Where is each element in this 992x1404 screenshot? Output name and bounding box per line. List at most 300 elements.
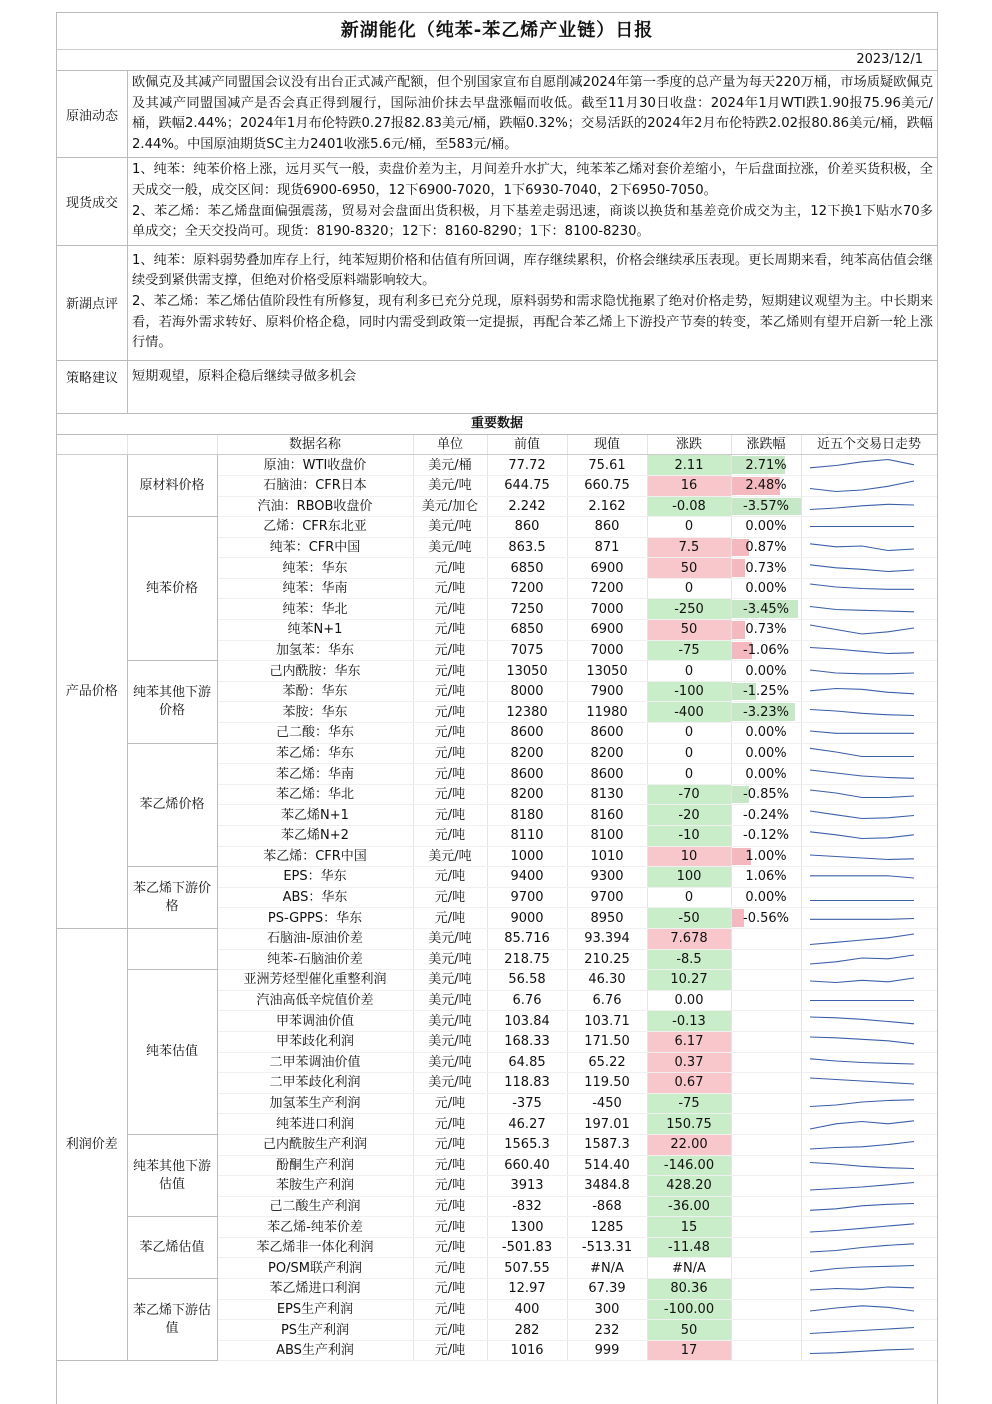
cell-unit: 美元/桶 [413,455,487,476]
cell-trend [801,578,937,599]
trend-line [810,1059,914,1064]
header-cur: 现值 [567,435,647,455]
cell-unit: 元/吨 [413,1155,487,1176]
trend-sparkline [802,888,922,907]
cell-unit: 美元/吨 [413,517,487,538]
cell-cur: 300 [567,1299,647,1320]
pct-value: 0.73% [745,622,787,638]
trend-sparkline [802,867,922,886]
pct-value: 0.87% [745,539,787,555]
cell-prev: 46.27 [487,1114,567,1135]
cell-pct [731,784,801,805]
cell-pct [731,702,801,723]
cell-name: 苯乙烯：CFR中国 [217,846,413,867]
cell-prev: 7075 [487,640,567,661]
trend-line [810,606,914,611]
subgroup-label: 苯乙烯下游估值 [127,1279,217,1361]
trend-sparkline [802,929,922,948]
group-label: 产品价格 [57,455,127,929]
cell-name: 石脑油：CFR日本 [217,475,413,496]
table-row [57,455,937,476]
cell-name: 纯苯：华东 [217,558,413,579]
cell-pct [731,475,801,496]
cell-change: 2.11 [647,455,731,476]
trend-line [810,1327,914,1333]
cell-trend [801,867,937,888]
cell-pct [731,661,801,682]
cell-trend [801,784,937,805]
subgroup-label: 苯乙烯下游价格 [127,867,217,929]
cell-trend [801,908,937,929]
table-row [57,517,937,538]
cell-name: 苯乙烯：华南 [217,764,413,785]
trend-line [810,1306,914,1311]
cell-pct [731,1114,801,1135]
cell-name: 己二酸生产利润 [217,1196,413,1217]
cell-name: 己内酰胺生产利润 [217,1134,413,1155]
cell-trend [801,1093,937,1114]
cell-change: 0.00 [647,990,731,1011]
cell-trend [801,475,937,496]
cell-trend [801,620,937,641]
trend-line [810,832,914,839]
section-label: 新湖点评 [57,246,128,360]
cell-trend [801,764,937,785]
cell-cur: 93.394 [567,928,647,949]
cell-prev: 3913 [487,1176,567,1197]
trend-sparkline [802,600,922,619]
paragraph: 1、纯苯：原料弱势叠加库存上行，纯苯短期价格和估值有所回调，库存继续累积，价格会继续承压表现。更长周期来看，纯苯高估值会继续受到紧供需支撑，但绝对价格受原料端影响较大。 [132,252,933,289]
cell-trend [801,455,937,476]
trend-sparkline [802,620,922,639]
cell-trend [801,1340,937,1361]
cell-name: EPS生产利润 [217,1299,413,1320]
cell-change: 10 [647,846,731,867]
paragraph: 短期观望，原料企稳后继续寻做多机会 [132,368,357,384]
paragraph: 2、苯乙烯：苯乙烯估值阶段性有所修复，现有利多已充分兑现，原料弱势和需求隐忧拖累了绝对价格走势，短期建议观望为主。中长期来看，若海外需求转好、原料价格企稳，同时内需受到政策一定提振，再配合苯乙烯上下游投产节奏的转变，苯乙烯则有望开启新一轮上涨行情。 [132,293,933,351]
cell-unit: 美元/吨 [413,1011,487,1032]
cell-change: 50 [647,558,731,579]
cell-unit: 元/吨 [413,599,487,620]
cell-pct [731,949,801,970]
cell-change: 0 [647,661,731,682]
cell-prev: 6850 [487,620,567,641]
cell-pct [731,455,801,476]
cell-unit: 元/吨 [413,640,487,661]
subgroup-label: 苯乙烯价格 [127,743,217,867]
pct-value: 2.71% [745,457,787,473]
cell-unit: 元/吨 [413,1217,487,1238]
cell-name: 酚酮生产利润 [217,1155,413,1176]
cell-change: 6.17 [647,1031,731,1052]
table-row [57,743,937,764]
table-row [57,1134,937,1155]
cell-pct [731,826,801,847]
cell-pct [731,681,801,702]
cell-change: 7.5 [647,537,731,558]
cell-unit: 元/吨 [413,743,487,764]
cell-pct [731,1237,801,1258]
cell-cur: 13050 [567,661,647,682]
cell-pct [731,1299,801,1320]
cell-cur: 871 [567,537,647,558]
cell-cur: 9700 [567,887,647,908]
cell-pct [731,1134,801,1155]
trend-line [810,955,914,964]
cell-change: -250 [647,599,731,620]
cell-cur: 7200 [567,578,647,599]
pct-value: -3.57% [743,498,789,514]
cell-cur: 7000 [567,599,647,620]
cell-pct [731,887,801,908]
pct-value: -0.12% [743,828,789,844]
cell-prev: 507.55 [487,1258,567,1279]
cell-pct [731,537,801,558]
header-spacer [57,435,127,455]
cell-name: 乙烯：CFR东北亚 [217,517,413,538]
cell-change: 0.67 [647,1073,731,1094]
cell-change: -36.00 [647,1196,731,1217]
cell-unit: 元/吨 [413,784,487,805]
cell-unit: 美元/加仑 [413,496,487,517]
trend-sparkline [802,950,922,969]
cell-name: PS-GPPS：华东 [217,908,413,929]
cell-trend [801,928,937,949]
cell-trend [801,1279,937,1300]
cell-change: 0 [647,723,731,744]
header-spacer [127,435,217,455]
cell-trend [801,1196,937,1217]
trend-sparkline [802,1115,922,1134]
cell-trend [801,1237,937,1258]
cell-trend [801,1052,937,1073]
trend-sparkline [802,703,922,722]
cell-cur: 860 [567,517,647,538]
subgroup-label: 纯苯价格 [127,517,217,661]
cell-change: 50 [647,620,731,641]
cell-cur: 65.22 [567,1052,647,1073]
cell-prev: -832 [487,1196,567,1217]
cell-change: -11.48 [647,1237,731,1258]
pct-value: 1.00% [745,848,787,864]
cell-cur: 7900 [567,681,647,702]
cell-prev: 8110 [487,826,567,847]
cell-name: 苯乙烯-纯苯价差 [217,1217,413,1238]
cell-change: 80.36 [647,1279,731,1300]
cell-unit: 元/吨 [413,1340,487,1361]
cell-unit: 元/吨 [413,764,487,785]
cell-cur: 8130 [567,784,647,805]
trend-sparkline [802,909,922,928]
paragraph: 2、苯乙烯：苯乙烯盘面偏强震荡，贸易对会盘面出货积极，月下基差走弱迅速，商谈以换货和基差竞价成交为主，12下换1下贴水70多单成交；全天交投尚可。现货：8190-8320；12下：8160-8290；1下：8100-8230。 [132,203,933,240]
trend-line [810,1183,914,1191]
cell-unit: 元/吨 [413,1320,487,1341]
header-change: 涨跌 [647,435,731,455]
cell-trend [801,1114,937,1135]
section-text [128,158,937,244]
table-row [57,928,937,949]
trend-sparkline [802,1259,922,1278]
cell-prev: 660.40 [487,1155,567,1176]
cell-cur: 660.75 [567,475,647,496]
trend-line [810,876,914,878]
report-page [56,12,938,1404]
cell-unit: 元/吨 [413,826,487,847]
cell-prev: 9000 [487,908,567,929]
pct-value: 0.73% [745,560,787,576]
cell-prev: 218.75 [487,949,567,970]
cell-change: 15 [647,1217,731,1238]
cell-name: PO/SM联产利润 [217,1258,413,1279]
cell-cur: 210.25 [567,949,647,970]
cell-change: 10.27 [647,970,731,991]
cell-unit: 元/吨 [413,1196,487,1217]
trend-line [810,731,914,733]
cell-unit: 元/吨 [413,1114,487,1135]
trend-sparkline [802,1032,922,1051]
cell-cur: 8600 [567,764,647,785]
cell-change: 0 [647,764,731,785]
cell-trend [801,826,937,847]
trend-line [810,1120,914,1128]
cell-pct [731,970,801,991]
trend-sparkline [802,991,922,1010]
cell-prev: 6.76 [487,990,567,1011]
trend-line [810,564,914,571]
pct-value: -0.85% [743,787,789,803]
cell-change: 0 [647,743,731,764]
trend-sparkline [802,579,922,598]
trend-sparkline [802,682,922,701]
cell-trend [801,517,937,538]
trend-line [810,689,914,694]
cell-trend [801,1299,937,1320]
cell-unit: 元/吨 [413,558,487,579]
trend-line [810,1078,914,1084]
subgroup-label: 纯苯估值 [127,970,217,1135]
section-strategy [57,361,937,414]
cell-prev: 12380 [487,702,567,723]
cell-change: -10 [647,826,731,847]
cell-cur: 8160 [567,805,647,826]
cell-name: 苯乙烯N+1 [217,805,413,826]
trend-line [810,855,914,860]
cell-cur: 6900 [567,620,647,641]
cell-prev: 12.97 [487,1279,567,1300]
trend-sparkline [802,1176,922,1195]
trend-sparkline [802,765,922,784]
section-label: 现货成交 [57,158,128,244]
cell-name: 汽油：RBOB收盘价 [217,496,413,517]
cell-name: 纯苯：华南 [217,578,413,599]
trend-sparkline [802,1197,922,1216]
trend-line [810,1223,914,1231]
cell-change: -70 [647,784,731,805]
cell-cur: 171.50 [567,1031,647,1052]
trend-sparkline [802,538,922,557]
cell-prev: 8600 [487,723,567,744]
cell-prev: 8200 [487,743,567,764]
cell-trend [801,743,937,764]
cell-unit: 元/吨 [413,1176,487,1197]
section-commentary [57,246,937,361]
cell-name: 甲苯歧化利润 [217,1031,413,1052]
cell-unit: 美元/吨 [413,1073,487,1094]
cell-unit: 元/吨 [413,1093,487,1114]
cell-name: PS生产利润 [217,1320,413,1341]
pct-value: 2.48% [745,478,787,494]
table-row [57,1279,937,1300]
cell-unit: 元/吨 [413,1134,487,1155]
cell-name: 己内酰胺：华东 [217,661,413,682]
cell-prev: 1300 [487,1217,567,1238]
cell-cur: 1285 [567,1217,647,1238]
cell-change: -100 [647,681,731,702]
cell-name: 加氢苯：华东 [217,640,413,661]
cell-name: EPS：华东 [217,867,413,888]
cell-name: 甲苯调油价值 [217,1011,413,1032]
table-body [57,455,937,1361]
cell-trend [801,537,937,558]
cell-unit: 元/吨 [413,1279,487,1300]
cell-prev: 9400 [487,867,567,888]
cell-change: -20 [647,805,731,826]
cell-name: 苯酚：华东 [217,681,413,702]
trend-line [810,1244,914,1252]
cell-name: 苯乙烯：华东 [217,743,413,764]
trend-sparkline [802,744,922,763]
cell-pct [731,1031,801,1052]
cell-unit: 美元/吨 [413,949,487,970]
cell-trend [801,949,937,970]
table-row [57,1217,937,1238]
cell-change: 0 [647,887,731,908]
cell-prev: 77.72 [487,455,567,476]
cell-trend [801,681,937,702]
cell-prev: 8200 [487,784,567,805]
cell-change: #N/A [647,1258,731,1279]
section-text [128,361,937,413]
cell-unit: 美元/吨 [413,1031,487,1052]
cell-name: 苯胺生产利润 [217,1176,413,1197]
trend-sparkline [802,641,922,660]
cell-change: 50 [647,1320,731,1341]
cell-name: 石脑油-原油价差 [217,928,413,949]
cell-pct [731,764,801,785]
pct-value: -1.06% [743,642,789,658]
cell-pct [731,558,801,579]
trend-sparkline [802,1135,922,1154]
pct-value: 0.00% [745,519,787,535]
cell-cur: 6.76 [567,990,647,1011]
cell-pct [731,928,801,949]
section-text [128,246,937,360]
pct-value: 0.00% [745,890,787,906]
cell-pct [731,1217,801,1238]
cell-cur: -513.31 [567,1237,647,1258]
cell-pct [731,743,801,764]
section-crude-oil [57,71,937,158]
cell-pct [731,1258,801,1279]
cell-trend [801,1011,937,1032]
cell-name: 纯苯-石脑油价差 [217,949,413,970]
cell-pct [731,1073,801,1094]
subgroup-label: 原材料价格 [127,455,217,517]
cell-prev: 13050 [487,661,567,682]
trend-sparkline [802,1341,922,1360]
cell-change: 150.75 [647,1114,731,1135]
header-pct: 涨跌幅 [731,435,801,455]
cell-unit: 元/吨 [413,723,487,744]
cell-unit: 元/吨 [413,1237,487,1258]
cell-cur: -450 [567,1093,647,1114]
cell-pct [731,496,801,517]
cell-trend [801,805,937,826]
cell-pct [731,1093,801,1114]
trend-line [810,1100,914,1107]
cell-unit: 元/吨 [413,887,487,908]
report-title: 新湖能化（纯苯-苯乙烯产业链）日报 [57,13,937,50]
cell-unit: 美元/吨 [413,846,487,867]
trend-sparkline [802,1156,922,1175]
trend-sparkline [802,785,922,804]
pct-value: -3.45% [743,601,789,617]
cell-cur: 1587.3 [567,1134,647,1155]
cell-cur: 3484.8 [567,1176,647,1197]
cell-prev: -501.83 [487,1237,567,1258]
cell-cur: 2.162 [567,496,647,517]
cell-trend [801,599,937,620]
cell-cur: 7000 [567,640,647,661]
cell-prev: 6850 [487,558,567,579]
cell-prev: 56.58 [487,970,567,991]
cell-prev: 1565.3 [487,1134,567,1155]
cell-name: ABS：华东 [217,887,413,908]
cell-cur: 999 [567,1340,647,1361]
cell-cur: 11980 [567,702,647,723]
trend-sparkline [802,456,922,475]
cell-trend [801,1176,937,1197]
cell-trend [801,558,937,579]
cell-prev: 168.33 [487,1031,567,1052]
cell-pct [731,990,801,1011]
section-label: 原油动态 [57,71,128,157]
cell-name: 二甲苯歧化利润 [217,1073,413,1094]
subgroup-label [127,928,217,969]
cell-unit: 元/吨 [413,805,487,826]
cell-prev: 400 [487,1299,567,1320]
report-date: 2023/12/1 [856,52,923,67]
cell-unit: 元/吨 [413,1258,487,1279]
cell-name: 汽油高低辛烷值价差 [217,990,413,1011]
trend-sparkline [802,826,922,845]
cell-cur: 232 [567,1320,647,1341]
cell-cur: 75.61 [567,455,647,476]
pct-value: -3.23% [743,704,789,720]
cell-unit: 元/吨 [413,578,487,599]
cell-prev: 7250 [487,599,567,620]
cell-pct [731,1196,801,1217]
cell-change: -75 [647,1093,731,1114]
cell-unit: 元/吨 [413,867,487,888]
cell-prev: 8000 [487,681,567,702]
trend-line [810,934,914,945]
cell-pct [731,1320,801,1341]
header-prev: 前值 [487,435,567,455]
cell-prev: 103.84 [487,1011,567,1032]
trend-sparkline [802,1279,922,1298]
trend-line [810,770,914,778]
